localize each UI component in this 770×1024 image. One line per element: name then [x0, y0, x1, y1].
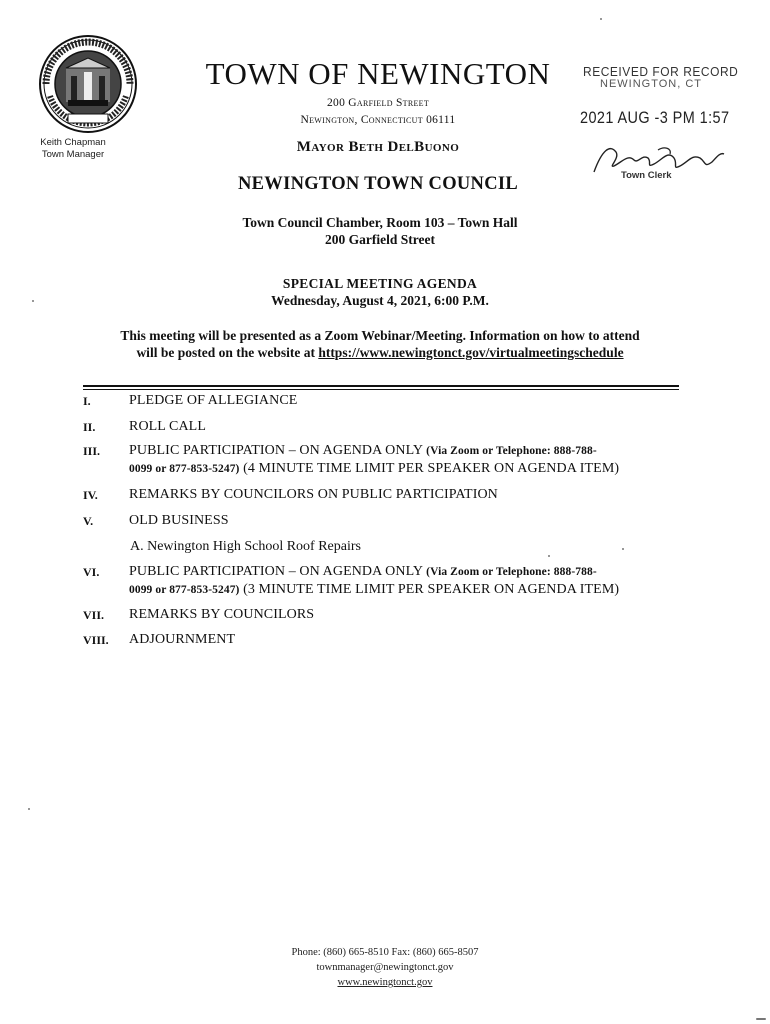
council-heading: NEWINGTON TOWN COUNCIL — [237, 174, 519, 194]
item-text-a: PUBLIC PARTICIPATION – ON AGENDA ONLY — [129, 443, 427, 458]
agenda-item-text — [129, 563, 689, 599]
item-text-b: (4 MINUTE TIME LIMIT PER SPEAKER ON AGENDA ITEM) — [239, 461, 620, 476]
mayor-name: Mayor Beth DelBuono — [296, 139, 460, 155]
manager-title: Town Manager — [41, 149, 105, 160]
agenda-title: SPECIAL MEETING AGENDA — [282, 276, 478, 291]
item-text-a: PUBLIC PARTICIPATION – ON AGENDA ONLY — [129, 564, 427, 579]
divider — [83, 389, 679, 390]
town-seal-icon — [38, 34, 138, 134]
zoom-notice-prefix: will be posted on the website at — [136, 345, 319, 360]
agenda-item-text — [129, 442, 689, 478]
scan-speck — [622, 548, 624, 550]
agenda-item-number: V. — [83, 514, 94, 528]
virtual-meeting-link[interactable]: https://www.newingtonct.gov/virtualmeetingschedule — [318, 345, 624, 360]
item-phone-b: 0099 or 877-853-5247) — [129, 584, 240, 596]
town-clerk-label: Town Clerk — [621, 170, 672, 181]
zoom-notice-link-line — [60, 345, 700, 361]
agenda-item-text: ROLL CALL — [129, 419, 206, 434]
zoom-notice: This meeting will be presented as a Zoom Webinar/Meeting. Information on how to attend — [120, 328, 640, 343]
agenda-item-text: PLEDGE OF ALLEGIANCE — [129, 393, 298, 408]
scan-speck — [32, 300, 34, 302]
meeting-location: Town Council Chamber, Room 103 – Town Hall — [242, 215, 518, 230]
agenda-item-number: IV. — [83, 488, 98, 502]
scan-speck — [600, 18, 602, 20]
agenda-item-number: I. — [83, 394, 91, 408]
agenda-item-number: VI. — [83, 565, 100, 579]
manager-name: Keith Chapman — [40, 137, 106, 148]
item-phone-a: (Via Zoom or Telephone: 888-788- — [426, 566, 597, 578]
divider — [83, 385, 679, 387]
item-phone-a: (Via Zoom or Telephone: 888-788- — [426, 445, 597, 457]
agenda-date: Wednesday, August 4, 2021, 6:00 P.M. — [271, 293, 489, 308]
agenda-item-text: OLD BUSINESS — [129, 513, 229, 528]
town-title: TOWN OF NEWINGTON — [205, 56, 551, 91]
footer-website[interactable]: www.newingtonct.gov — [337, 977, 433, 988]
agenda-item-text: ADJOURNMENT — [129, 632, 236, 647]
agenda-item-text: REMARKS BY COUNCILORS ON PUBLIC PARTICIPATION — [129, 487, 498, 502]
agenda-item-text: REMARKS BY COUNCILORS — [129, 607, 315, 622]
town-manager-block — [30, 137, 116, 161]
item-text-b: (3 MINUTE TIME LIMIT PER SPEAKER ON AGENDA ITEM) — [239, 582, 620, 597]
scan-speck — [548, 555, 550, 557]
address-street: 200 Garfield Street — [326, 97, 430, 109]
received-stamp-datetime: 2021 AUG -3 PM 1:57 — [580, 108, 730, 127]
scan-speck — [756, 1018, 766, 1020]
meeting-address: 200 Garfield Street — [325, 232, 435, 247]
agenda-item-number: II. — [83, 420, 96, 434]
scan-speck — [28, 808, 30, 810]
footer-email[interactable]: townmanager@newingtonct.gov — [316, 962, 454, 973]
agenda-item-number: III. — [83, 444, 101, 458]
received-stamp-location: NEWINGTON, CT — [600, 78, 703, 90]
agenda-item-number: VII. — [83, 608, 105, 622]
agenda-item-number: VIII. — [83, 633, 109, 647]
item-phone-b: 0099 or 877-853-5247) — [129, 463, 240, 475]
agenda-sub-item: A. Newington High School Roof Repairs — [130, 539, 361, 554]
address-city: Newington, Connecticut 06111 — [300, 114, 456, 126]
footer-phone: Phone: (860) 665-8510 Fax: (860) 665-8507 — [291, 947, 479, 958]
received-stamp-text: RECEIVED FOR RECORD — [583, 64, 739, 79]
